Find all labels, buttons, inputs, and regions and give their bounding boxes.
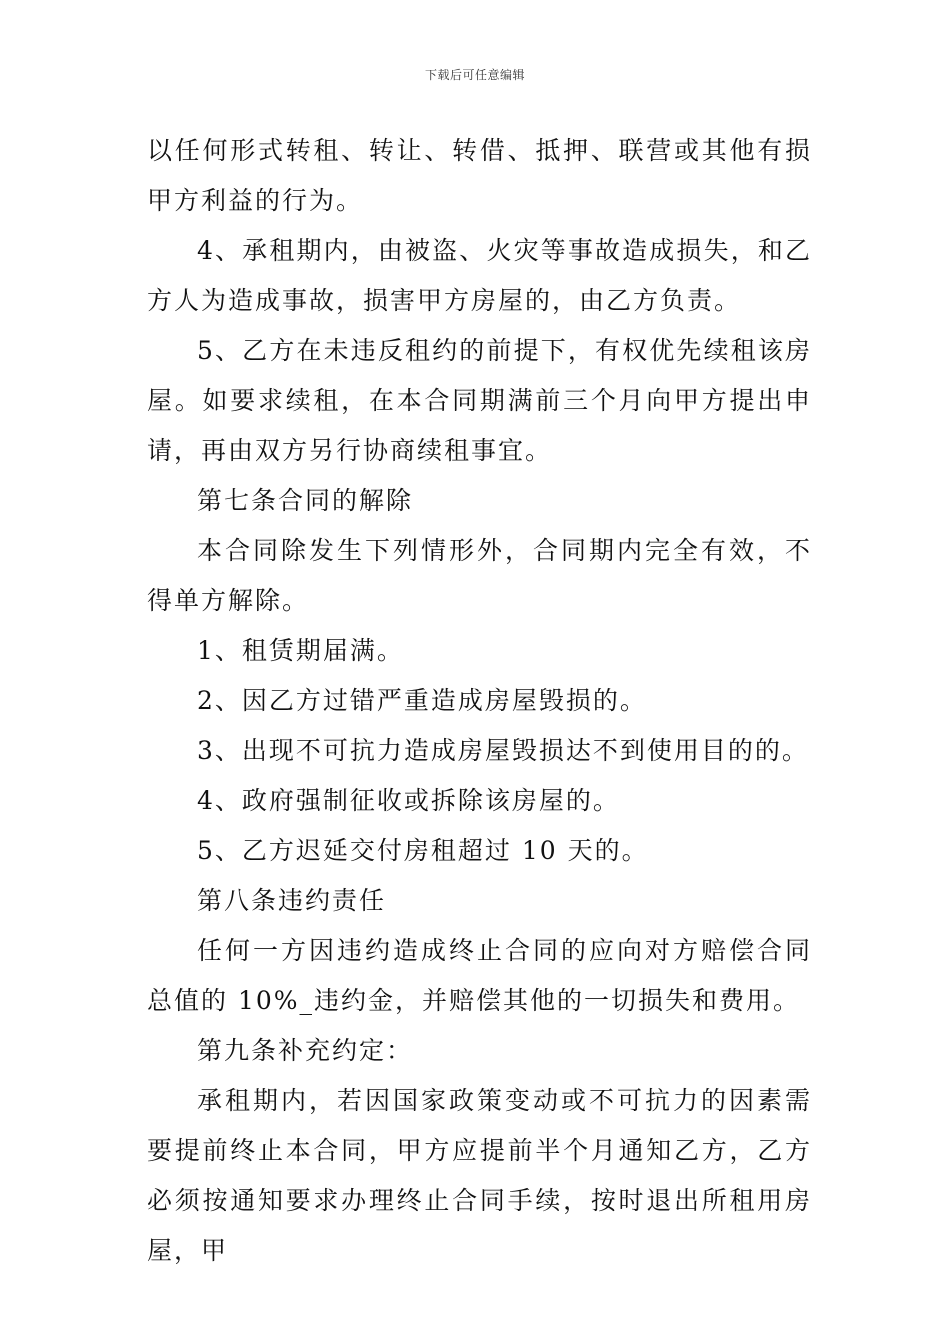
- list-item-termination-2: 2、因乙方过错严重造成房屋毁损的。: [197, 686, 647, 715]
- paragraph-item-5-renewal: 5、乙方在未违反租约的前提下，有权优先续租该房屋。如要求续租，在本合同期满前三个月向甲方提出申请，再由双方另行协商续租事宜。: [147, 336, 812, 465]
- paragraph-sublease-clause: 以任何形式转租、转让、转借、抵押、联营或其他有损甲方利益的行为。: [147, 136, 812, 215]
- paragraph-termination-intro: 本合同除发生下列情形外，合同期内完全有效，不得单方解除。: [147, 536, 812, 615]
- list-item-termination-3: 3、出现不可抗力造成房屋毁损达不到使用目的的。: [197, 736, 809, 765]
- list-item-termination-4: 4、政府强制征收或拆除该房屋的。: [197, 786, 620, 815]
- header-note: 下载后可任意编辑: [424, 68, 525, 82]
- section-heading-article-8: 第八条违约责任: [197, 886, 387, 915]
- list-item-termination-1: 1、租赁期届满。: [197, 636, 404, 665]
- section-heading-article-9: 第九条补充约定：: [197, 1036, 414, 1065]
- document-body: [147, 126, 812, 1276]
- paragraph-supplementary: 承租期内，若因国家政策变动或不可抗力的因素需要提前终止本合同，甲方应提前半个月通知乙方，乙方必须按通知要求办理终止合同手续，按时退出所租用房屋，甲: [147, 1086, 812, 1265]
- paragraph-item-4-loss: 4、承租期内，由被盗、火灾等事故造成损失，和乙方人为造成事故，损害甲方房屋的，由乙方负责。: [147, 236, 812, 315]
- list-item-termination-5: 5、乙方迟延交付房租超过 10 天的。: [197, 836, 649, 865]
- section-heading-article-7: 第七条合同的解除: [197, 486, 414, 515]
- paragraph-breach-liability: 任何一方因违约造成终止合同的应向对方赔偿合同总值的 10%_违约金，并赔偿其他的一切损失和费用。: [147, 936, 812, 1015]
